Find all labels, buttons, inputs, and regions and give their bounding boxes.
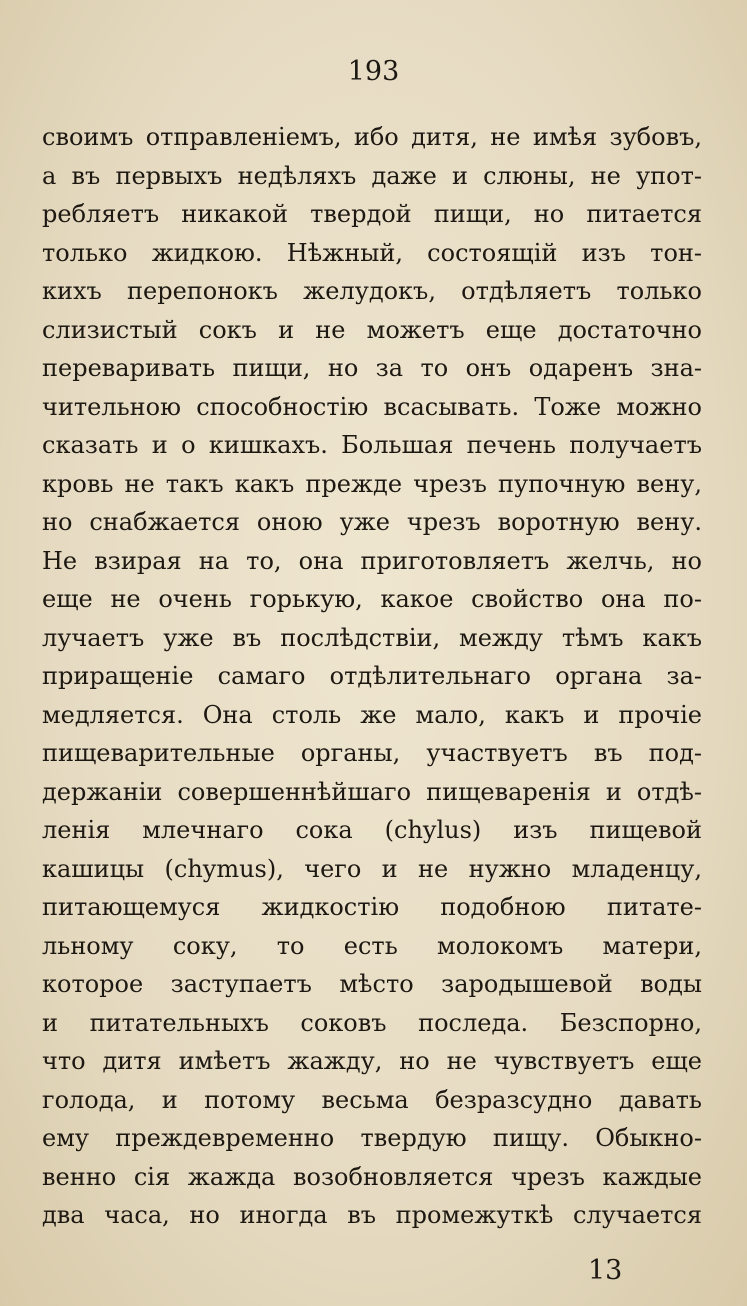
text-line: что дитя имѣетъ жажду, но не чувствуетъ еще (42, 1047, 702, 1075)
text-line: кашицы (chymus), чего и не нужно младенцу, (42, 854, 702, 883)
text-line: пищеварительные органы, участвуетъ въ под- (42, 739, 702, 767)
text-line: льному соку, то есть молокомъ матери, (42, 931, 702, 960)
text-line: а въ первыхъ недѣляхъ даже и слюны, не упот- (42, 161, 702, 190)
text-line: ребляетъ никакой твердой пищи, но питается (42, 200, 702, 228)
text-line: ленія млечнаго сока (chylus) изъ пищевой (42, 816, 702, 844)
text-line: венно сія жажда возобновляется чрезъ каждые (42, 1162, 702, 1191)
text-line: еще не очень горькую, какое свойство она по- (42, 585, 702, 613)
text-line: но снабжается оною уже чрезъ воротную вену. (42, 508, 702, 536)
signature-mark: 13 (588, 1255, 623, 1286)
text-line: два часа, но иногда въ промежуткѣ случается (42, 1201, 702, 1229)
text-line: и питательныхъ соковъ последа. Безспорно, (42, 1008, 702, 1037)
text-line: голода, и потому весьма безразсудно давать (42, 1085, 702, 1114)
text-line: приращеніе самаго отдѣлительнаго органа за- (42, 662, 702, 690)
text-line: переваривать пищи, но за то онъ одаренъ зна- (42, 354, 702, 382)
text-line: только жидкою. Нѣжный, состоящій изъ тон- (42, 238, 702, 267)
text-line: лучаетъ уже въ послѣдствіи, между тѣмъ какъ (42, 623, 702, 652)
text-line: медляется. Она столь же мало, какъ и прочіе (42, 700, 702, 729)
body-text (42, 118, 702, 1235)
text-line: своимъ отправленіемъ, ибо дитя, не имѣя зубовъ, (42, 123, 702, 151)
text-line: слизистый сокъ и не можетъ еще достаточно (42, 315, 702, 344)
text-line: кровь не такъ какъ прежде чрезъ пупочную вену, (42, 469, 702, 498)
text-line: ему преждевременно твердую пищу. Обыкно- (42, 1124, 702, 1152)
text-line: питающемуся жидкостію подобною питате- (42, 893, 702, 921)
text-line: чительною способностію всасывать. Тоже можно (42, 392, 702, 421)
text-line: держаніи совершеннѣйшаго пищеваренія и отдѣ- (42, 777, 702, 806)
page-number: 193 (347, 56, 400, 87)
text-line: кихъ перепонокъ желудокъ, отдѣляетъ только (42, 277, 702, 305)
text-line: сказать и о кишкахъ. Большая печень получаетъ (42, 431, 702, 459)
text-line: Не взирая на то, она приготовляетъ желчь, но (42, 546, 702, 575)
text-line: которое заступаетъ мѣсто зародышевой воды (42, 970, 702, 998)
